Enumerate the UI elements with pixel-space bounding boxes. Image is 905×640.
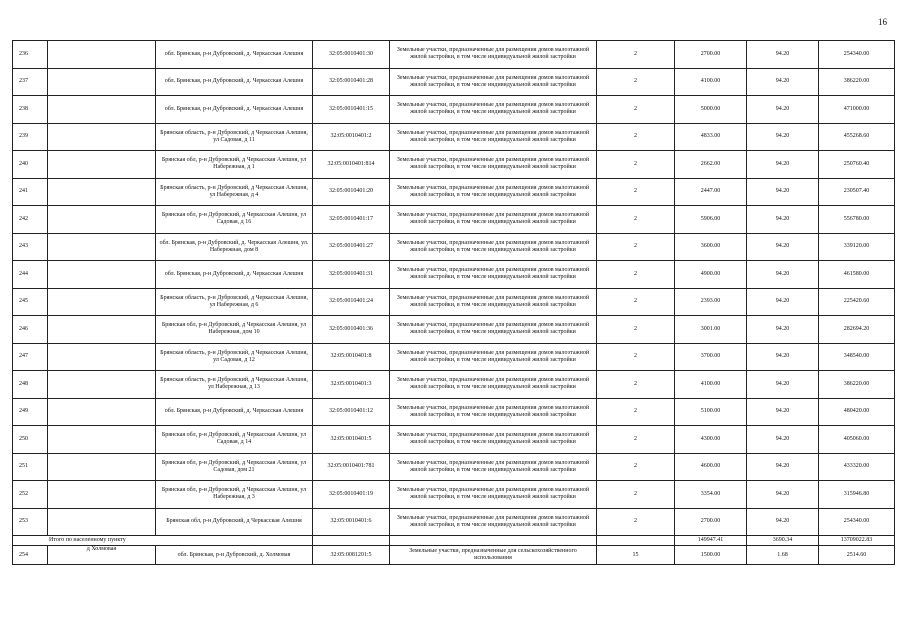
cadastral-value-cell: 471000.00 xyxy=(819,96,895,124)
cadastral-value-cell: 282694.20 xyxy=(819,316,895,344)
rate-cell: 94.20 xyxy=(747,96,819,124)
category-cell: 2 xyxy=(597,481,675,509)
land-registry-table xyxy=(12,40,895,565)
settlement-cell xyxy=(48,261,156,289)
area-cell: 2447.00 xyxy=(675,178,747,206)
cadastral-value-cell: 348540.00 xyxy=(819,343,895,371)
cadastral-number-cell: 32:05:0010401:31 xyxy=(313,261,390,289)
cadastral-number-cell: 32:05:0010401:8 xyxy=(313,343,390,371)
category-cell: 2 xyxy=(597,398,675,426)
table-row xyxy=(13,288,895,316)
table-row xyxy=(13,453,895,481)
row-number: 244 xyxy=(13,261,48,289)
settlement-cell xyxy=(48,508,156,536)
area-cell: 3600.00 xyxy=(675,233,747,261)
address-cell: Брянская обл, р-н Дубровский, д Черкасская Алешня, ул Набережная, д 3 xyxy=(156,481,313,509)
cadastral-value-cell: 2514.60 xyxy=(819,546,895,565)
address-cell: обл. Брянская, р-н Дубровский, д. Черкасская Алешня xyxy=(156,41,313,69)
land-purpose-cell: Земельные участки, предназначенные для размещения домов малоэтажной жилой застройки, в том числе индивидуальной жилой застройки xyxy=(390,123,597,151)
land-purpose-cell: Земельные участки, предназначенные для размещения домов малоэтажной жилой застройки, в том числе индивидуальной жилой застройки xyxy=(390,151,597,179)
row-number: 253 xyxy=(13,508,48,536)
rate-cell: 94.20 xyxy=(747,426,819,454)
area-cell: 3001.00 xyxy=(675,316,747,344)
category-cell: 2 xyxy=(597,343,675,371)
settlement-cell xyxy=(48,41,156,69)
category-cell: 2 xyxy=(597,233,675,261)
cadastral-value-cell: 339120.00 xyxy=(819,233,895,261)
cadastral-number-cell: 32:05:0010401:24 xyxy=(313,288,390,316)
settlement-cell xyxy=(48,233,156,261)
settlement-cell xyxy=(48,481,156,509)
cadastral-value-cell: 556780.00 xyxy=(819,206,895,234)
area-cell: 1500.00 xyxy=(675,546,747,565)
rate-cell: 94.20 xyxy=(747,233,819,261)
land-purpose-cell: Земельные участки, предназначенные для размещения домов малоэтажной жилой застройки, в том числе индивидуальной жилой застройки xyxy=(390,261,597,289)
table-row xyxy=(13,316,895,344)
land-purpose-cell: Земельные участки, предназначенные для размещения домов малоэтажной жилой застройки, в том числе индивидуальной жилой застройки xyxy=(390,453,597,481)
cadastral-value-cell: 254340.00 xyxy=(819,508,895,536)
cadastral-number-cell: 32:05:0010401:5 xyxy=(313,426,390,454)
row-number: 238 xyxy=(13,96,48,124)
category-cell: 2 xyxy=(597,178,675,206)
address-cell: Брянская обл, р-н Дубровский, д Черкасская Алешня, ул Садовая, д 16 xyxy=(156,206,313,234)
table-row xyxy=(13,41,895,69)
category-cell: 2 xyxy=(597,123,675,151)
total-rate: 3690.34 xyxy=(747,536,819,546)
cadastral-number-cell: 32:05:0010401:27 xyxy=(313,233,390,261)
cadastral-number-cell: 32:05:0010401:15 xyxy=(313,96,390,124)
settlement-cell xyxy=(48,96,156,124)
row-number: 239 xyxy=(13,123,48,151)
registry-body xyxy=(13,41,895,565)
table-row xyxy=(13,508,895,536)
row-number: 240 xyxy=(13,151,48,179)
land-purpose-cell: Земельные участки, предназначенные для размещения домов малоэтажной жилой застройки, в том числе индивидуальной жилой застройки xyxy=(390,206,597,234)
rate-cell: 94.20 xyxy=(747,508,819,536)
total-label: Итого по населенному пункту xyxy=(13,536,313,546)
cadastral-value-cell: 250760.40 xyxy=(819,151,895,179)
rate-cell: 94.20 xyxy=(747,206,819,234)
total-area: 149947.41 xyxy=(675,536,747,546)
cadastral-number-cell: 32:05:0010401:36 xyxy=(313,316,390,344)
land-purpose-cell: Земельные участки, предназначенные для размещения домов малоэтажной жилой застройки, в том числе индивидуальной жилой застройки xyxy=(390,178,597,206)
table-row xyxy=(13,426,895,454)
rate-cell: 94.20 xyxy=(747,398,819,426)
address-cell: Брянская обл, р-н Дубровский, д Черкасская Алешня, ул Садовая, д 14 xyxy=(156,426,313,454)
total-empty-cell xyxy=(597,536,675,546)
cadastral-value-cell: 455268.60 xyxy=(819,123,895,151)
cadastral-value-cell: 386220.00 xyxy=(819,371,895,399)
page-number: 16 xyxy=(878,17,887,27)
land-purpose-cell: Земельные участки, предназначенные для размещения домов малоэтажной жилой застройки, в том числе индивидуальной жилой застройки xyxy=(390,371,597,399)
area-cell: 4600.00 xyxy=(675,453,747,481)
rate-cell: 94.20 xyxy=(747,41,819,69)
land-purpose-cell: Земельные участки, предназначенные для размещения домов малоэтажной жилой застройки, в том числе индивидуальной жилой застройки xyxy=(390,41,597,69)
address-cell: Брянская область, р-н Дубровский, д Черкасская Алешня, ул Садовая, д 12 xyxy=(156,343,313,371)
rate-cell: 94.20 xyxy=(747,481,819,509)
settlement-cell: д Холмовая xyxy=(48,546,156,565)
cadastral-number-cell: 32:05:0010401:12 xyxy=(313,398,390,426)
category-cell: 2 xyxy=(597,96,675,124)
land-purpose-cell: Земельные участки, предназначенные для размещения домов малоэтажной жилой застройки, в том числе индивидуальной жилой застройки xyxy=(390,288,597,316)
table-row xyxy=(13,96,895,124)
land-purpose-cell: Земельные участки, предназначенные для размещения домов малоэтажной жилой застройки, в том числе индивидуальной жилой застройки xyxy=(390,481,597,509)
cadastral-value-cell: 225420.60 xyxy=(819,288,895,316)
settlement-cell xyxy=(48,178,156,206)
total-empty-cell xyxy=(390,536,597,546)
table-row xyxy=(13,261,895,289)
area-cell: 5100.00 xyxy=(675,398,747,426)
area-cell: 4100.00 xyxy=(675,371,747,399)
address-cell: обл. Брянская, р-н Дубровский, д. Черкасская Алешня xyxy=(156,68,313,96)
settlement-cell xyxy=(48,316,156,344)
settlement-cell xyxy=(48,151,156,179)
settlement-cell xyxy=(48,371,156,399)
table-row xyxy=(13,178,895,206)
cadastral-value-cell: 405060.00 xyxy=(819,426,895,454)
land-purpose-cell: Земельные участки, предназначенные для размещения домов малоэтажной жилой застройки, в том числе индивидуальной жилой застройки xyxy=(390,508,597,536)
row-number: 252 xyxy=(13,481,48,509)
address-cell: обл. Брянская, р-н Дубровский, д. Холмовая xyxy=(156,546,313,565)
row-number: 247 xyxy=(13,343,48,371)
cadastral-number-cell: 32:05:0010401:17 xyxy=(313,206,390,234)
land-purpose-cell: Земельные участки, предназначенные для размещения домов малоэтажной жилой застройки, в том числе индивидуальной жилой застройки xyxy=(390,343,597,371)
area-cell: 2700.00 xyxy=(675,41,747,69)
category-cell: 2 xyxy=(597,151,675,179)
settlement-cell xyxy=(48,123,156,151)
cadastral-value-cell: 315946.80 xyxy=(819,481,895,509)
category-cell: 2 xyxy=(597,426,675,454)
rate-cell: 94.20 xyxy=(747,123,819,151)
category-cell: 15 xyxy=(597,546,675,565)
rate-cell: 94.20 xyxy=(747,288,819,316)
cadastral-number-cell: 32:05:0010401:30 xyxy=(313,41,390,69)
category-cell: 2 xyxy=(597,371,675,399)
area-cell: 2393.00 xyxy=(675,288,747,316)
land-purpose-cell: Земельные участки, предназначенные для размещения домов малоэтажной жилой застройки, в том числе индивидуальной жилой застройки xyxy=(390,233,597,261)
cadastral-number-cell: 32:05:0010401:2 xyxy=(313,123,390,151)
row-number: 245 xyxy=(13,288,48,316)
land-purpose-cell: Земельные участки, предназначенные для сельскохозяйственного использования xyxy=(390,546,597,565)
cadastral-number-cell: 32:05:0010401:814 xyxy=(313,151,390,179)
address-cell: Брянская область, р-н Дубровский, д Черкасская Алешня, ул Садовая, д 11 xyxy=(156,123,313,151)
area-cell: 2662.00 xyxy=(675,151,747,179)
area-cell: 3354.00 xyxy=(675,481,747,509)
rate-cell: 94.20 xyxy=(747,151,819,179)
cadastral-value-cell: 461580.00 xyxy=(819,261,895,289)
settlement-cell xyxy=(48,426,156,454)
area-cell: 4100.00 xyxy=(675,68,747,96)
address-cell: обл. Брянская, р-н Дубровский, д. Черкасская Алешня xyxy=(156,96,313,124)
category-cell: 2 xyxy=(597,288,675,316)
area-cell: 4900.00 xyxy=(675,261,747,289)
row-number: 241 xyxy=(13,178,48,206)
category-cell: 2 xyxy=(597,261,675,289)
area-cell: 5000.00 xyxy=(675,96,747,124)
cadastral-value-cell: 254340.00 xyxy=(819,41,895,69)
cadastral-number-cell: 32:05:0010401:28 xyxy=(313,68,390,96)
address-cell: обл. Брянская, р-н Дубровский, д. Черкасская Алешня xyxy=(156,261,313,289)
cadastral-value-cell: 480420.00 xyxy=(819,398,895,426)
table-row xyxy=(13,68,895,96)
table-row xyxy=(13,481,895,509)
table-row xyxy=(13,123,895,151)
address-cell: Брянская область, р-н Дубровский, д Черкасская Алешня, ул Набережная, д 13 xyxy=(156,371,313,399)
address-cell: обл. Брянская, р-н Дубровский, д. Черкасская Алешня, ул. Набережная, дом 8 xyxy=(156,233,313,261)
row-number: 254 xyxy=(13,546,48,565)
settlement-cell xyxy=(48,343,156,371)
row-number: 242 xyxy=(13,206,48,234)
cadastral-value-cell: 433320.00 xyxy=(819,453,895,481)
settlement-cell xyxy=(48,68,156,96)
row-number: 249 xyxy=(13,398,48,426)
total-value: 13709022.83 xyxy=(819,536,895,546)
table-row xyxy=(13,343,895,371)
area-cell: 2700.00 xyxy=(675,508,747,536)
rate-cell: 1.68 xyxy=(747,546,819,565)
address-cell: Брянская обл, р-н Дубровский, д Черкасская Алешня, ул Набережная, д 1 xyxy=(156,151,313,179)
address-cell: Брянская обл, р-н Дубровский, д Черкасская Алешня, ул Набережная, дом 10 xyxy=(156,316,313,344)
address-cell: обл. Брянская, р-н Дубровский, д. Черкасская Алешня xyxy=(156,398,313,426)
cadastral-number-cell: 32:05:0010401:19 xyxy=(313,481,390,509)
rate-cell: 94.20 xyxy=(747,261,819,289)
table-row xyxy=(13,233,895,261)
row-number: 250 xyxy=(13,426,48,454)
row-number: 243 xyxy=(13,233,48,261)
settlement-cell xyxy=(48,398,156,426)
settlement-cell xyxy=(48,453,156,481)
cadastral-number-cell: 32:05:0081201:5 xyxy=(313,546,390,565)
settlement-cell xyxy=(48,288,156,316)
cadastral-number-cell: 32:05:0010401:781 xyxy=(313,453,390,481)
cadastral-number-cell: 32:05:0010401:3 xyxy=(313,371,390,399)
category-cell: 2 xyxy=(597,508,675,536)
land-purpose-cell: Земельные участки, предназначенные для размещения домов малоэтажной жилой застройки, в том числе индивидуальной жилой застройки xyxy=(390,398,597,426)
cadastral-number-cell: 32:05:0010401:6 xyxy=(313,508,390,536)
settlement-cell xyxy=(48,206,156,234)
land-purpose-cell: Земельные участки, предназначенные для размещения домов малоэтажной жилой застройки, в том числе индивидуальной жилой застройки xyxy=(390,68,597,96)
land-purpose-cell: Земельные участки, предназначенные для размещения домов малоэтажной жилой застройки, в том числе индивидуальной жилой застройки xyxy=(390,316,597,344)
category-cell: 2 xyxy=(597,68,675,96)
address-cell: Брянская область, р-н Дубровский, д Черкасская Алешня, ул Набережная, д 6 xyxy=(156,288,313,316)
area-cell: 3700.00 xyxy=(675,343,747,371)
address-cell: Брянская обл, р-н Дубровский, д Черкасская Алешня, ул Садовая, дом 21 xyxy=(156,453,313,481)
category-cell: 2 xyxy=(597,453,675,481)
table-row xyxy=(13,398,895,426)
row-number: 246 xyxy=(13,316,48,344)
table-row xyxy=(13,151,895,179)
rate-cell: 94.20 xyxy=(747,453,819,481)
category-cell: 2 xyxy=(597,316,675,344)
total-empty-cell xyxy=(313,536,390,546)
row-number: 237 xyxy=(13,68,48,96)
rate-cell: 94.20 xyxy=(747,343,819,371)
row-number: 236 xyxy=(13,41,48,69)
row-number: 251 xyxy=(13,453,48,481)
cadastral-value-cell: 230507.40 xyxy=(819,178,895,206)
table-row xyxy=(13,206,895,234)
address-cell: Брянская область, р-н Дубровский, д Черкасская Алешня, ул Набережная, д 4 xyxy=(156,178,313,206)
category-cell: 2 xyxy=(597,41,675,69)
area-cell: 4300.00 xyxy=(675,426,747,454)
total-row xyxy=(13,536,895,546)
cadastral-number-cell: 32:05:0010401:20 xyxy=(313,178,390,206)
rate-cell: 94.20 xyxy=(747,371,819,399)
rate-cell: 94.20 xyxy=(747,316,819,344)
land-purpose-cell: Земельные участки, предназначенные для размещения домов малоэтажной жилой застройки, в том числе индивидуальной жилой застройки xyxy=(390,426,597,454)
cadastral-value-cell: 386220.00 xyxy=(819,68,895,96)
area-cell: 5906.00 xyxy=(675,206,747,234)
rate-cell: 94.20 xyxy=(747,68,819,96)
address-cell: Брянская обл, р-н Дубровский, д Черкасская Алешня xyxy=(156,508,313,536)
row-number: 248 xyxy=(13,371,48,399)
category-cell: 2 xyxy=(597,206,675,234)
rate-cell: 94.20 xyxy=(747,178,819,206)
table-row xyxy=(13,371,895,399)
table-row xyxy=(13,546,895,565)
land-purpose-cell: Земельные участки, предназначенные для размещения домов малоэтажной жилой застройки, в том числе индивидуальной жилой застройки xyxy=(390,96,597,124)
area-cell: 4833.00 xyxy=(675,123,747,151)
